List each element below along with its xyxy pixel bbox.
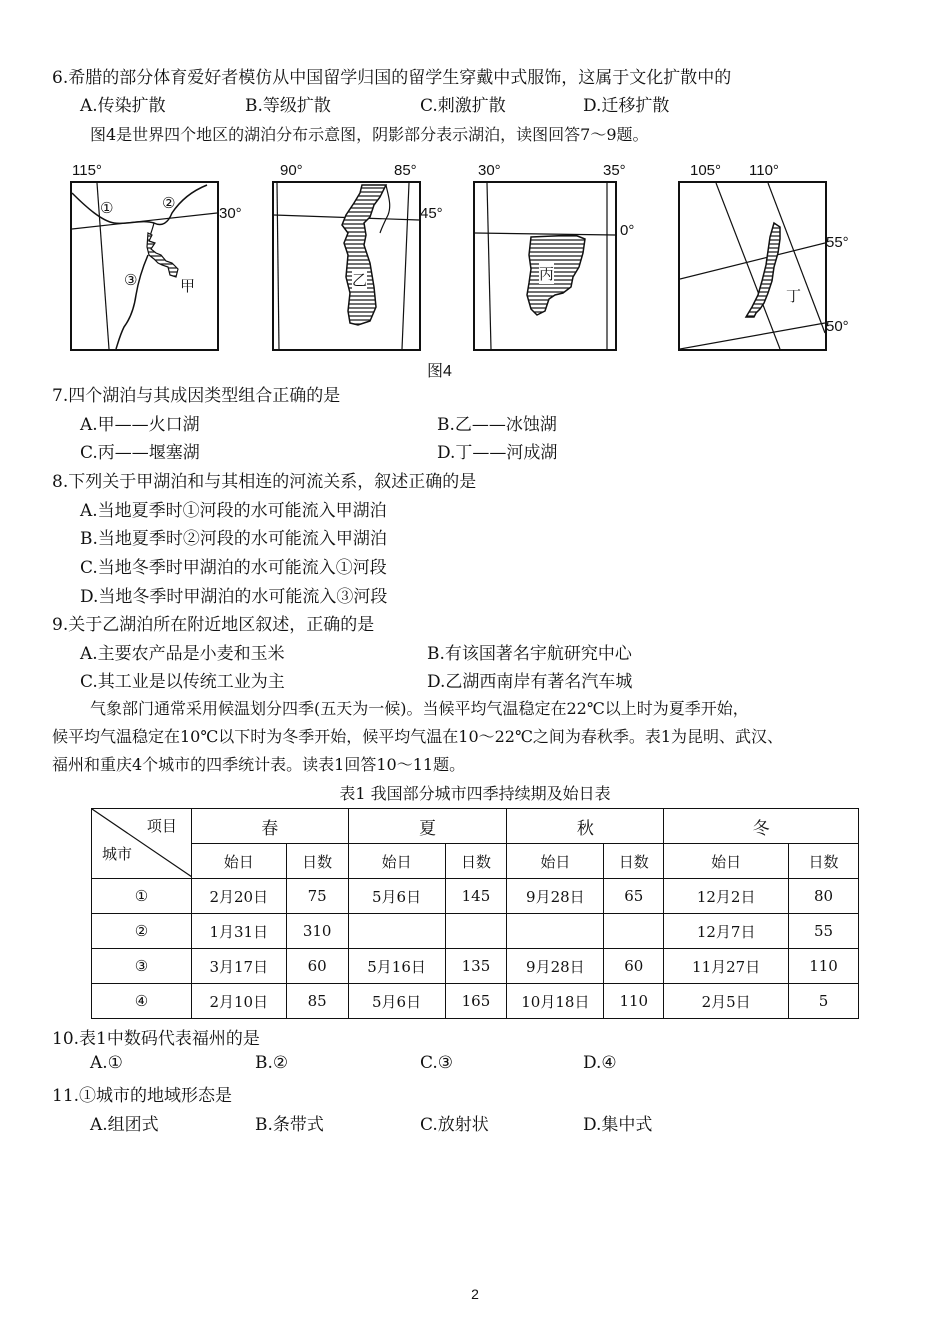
map3-lon-label-2: 35°	[603, 162, 626, 179]
table-cell: 1月31日	[191, 914, 286, 949]
q10-option-b: B.②	[255, 1053, 289, 1073]
q8-stem: 8.下列关于甲湖泊和与其相连的河流关系，叙述正确的是	[52, 472, 477, 492]
map-ding	[678, 181, 827, 351]
q8-option-b: B.当地夏季时②河段的水可能流入甲湖泊	[80, 529, 387, 549]
q9-option-b: B.有该国著名宇航研究中心	[427, 644, 632, 664]
map2-lat-label: 45°	[420, 205, 443, 222]
season-header-winter: 冬	[664, 809, 859, 844]
map-yi	[272, 181, 421, 351]
q9-option-d: D.乙湖西南岸有著名汽车城	[427, 672, 633, 692]
q11-option-d: D.集中式	[583, 1115, 653, 1135]
q10-option-c: C.③	[420, 1053, 454, 1073]
map3-lat-label: 0°	[620, 222, 635, 239]
q11-option-b: B.条带式	[255, 1115, 324, 1135]
map3-lon-label-1: 30°	[478, 162, 501, 179]
table-cell: 5月16日	[348, 949, 445, 984]
season-header-spring: 春	[191, 809, 348, 844]
map4-lat-label-2: 50°	[826, 318, 849, 335]
table-cell: 12月7日	[664, 914, 789, 949]
sub-header-days: 日数	[789, 844, 859, 879]
map-bing	[473, 181, 617, 351]
city-cell: ④	[92, 984, 192, 1019]
table-cell: 2月20日	[191, 879, 286, 914]
q8-option-d: D.当地冬季时甲湖泊的水可能流入③河段	[80, 587, 388, 607]
table-row	[92, 879, 859, 914]
table-cell: 2月10日	[191, 984, 286, 1019]
q9-stem: 9.关于乙湖泊所在附近地区叙述，正确的是	[52, 615, 375, 635]
map4-lat-label-1: 55°	[826, 234, 849, 251]
table-cell: 165	[445, 984, 507, 1019]
q9-option-a: A.主要农产品是小麦和玉米	[80, 644, 285, 664]
page-number: 2	[471, 1286, 479, 1302]
table-cell: 110	[789, 949, 859, 984]
table-cell: 2月5日	[664, 984, 789, 1019]
q10-stem: 10.表1中数码代表福州的是	[52, 1029, 260, 1049]
intro-7-9: 图4是世界四个地区的湖泊分布示意图，阴影部分表示湖泊，读图回答7～9题。	[90, 125, 649, 144]
table-cell: 145	[445, 879, 507, 914]
q6-option-a: A.传染扩散	[80, 96, 166, 116]
table-cell: 55	[789, 914, 859, 949]
table-cell	[604, 914, 664, 949]
q8-option-a: A.当地夏季时①河段的水可能流入甲湖泊	[80, 501, 387, 521]
sub-header-days: 日数	[286, 844, 348, 879]
q10-option-d: D.④	[583, 1053, 617, 1073]
intro-10-11-line-1: 气象部门通常采用候温划分四季(五天为一候)。当候平均气温稳定在22℃以上时为夏季开始，	[90, 699, 749, 718]
corner-bottom-label: 城市	[102, 845, 133, 863]
table-row	[92, 949, 859, 984]
river-label-3: ③	[124, 272, 138, 289]
season-header-summer: 夏	[348, 809, 507, 844]
table-cell: 11月27日	[664, 949, 789, 984]
map-jia	[70, 181, 219, 351]
lake-label-bing: 丙	[539, 263, 554, 284]
lake-label-jia: 甲	[180, 278, 196, 295]
sub-header-start: 始日	[664, 844, 789, 879]
q10-option-a: A.①	[90, 1053, 123, 1073]
q6-option-c: C.刺激扩散	[420, 96, 506, 116]
corner-top-label: 项目	[146, 817, 177, 835]
table-cell: 9月28日	[507, 949, 604, 984]
table-cell: 65	[604, 879, 664, 914]
table-cell: 5月6日	[348, 984, 445, 1019]
q6-option-d: D.迁移扩散	[583, 96, 670, 116]
season-header-autumn: 秋	[507, 809, 664, 844]
q7-option-b: B.乙——冰蚀湖	[437, 415, 557, 435]
lake-label-yi: 乙	[352, 269, 367, 290]
river-label-2: ②	[162, 195, 176, 212]
lake-label-ding: 丁	[786, 285, 801, 306]
table-cell	[445, 914, 507, 949]
table-cell: 135	[445, 949, 507, 984]
table-cell: 85	[286, 984, 348, 1019]
table-cell: 110	[604, 984, 664, 1019]
q7-stem: 7.四个湖泊与其成因类型组合正确的是	[52, 386, 341, 406]
figure4-caption: 图4	[427, 363, 452, 380]
sub-header-days: 日数	[445, 844, 507, 879]
table1-title: 表1 我国部分城市四季持续期及始日表	[339, 784, 611, 803]
city-cell: ①	[92, 879, 192, 914]
sub-header-days: 日数	[604, 844, 664, 879]
table-cell: 80	[789, 879, 859, 914]
sub-header-start: 始日	[507, 844, 604, 879]
map2-lon-label-2: 85°	[394, 162, 417, 179]
map2-lon-label-1: 90°	[280, 162, 303, 179]
table-cell: 9月28日	[507, 879, 604, 914]
table-cell	[507, 914, 604, 949]
city-cell: ②	[92, 914, 192, 949]
q11-option-a: A.组团式	[90, 1115, 159, 1135]
table-row	[92, 984, 859, 1019]
table-cell	[348, 914, 445, 949]
map4-lon-label-1: 105°	[690, 162, 722, 179]
table-corner-cell	[92, 809, 192, 879]
q7-option-a: A.甲——火口湖	[80, 415, 200, 435]
city-cell: ③	[92, 949, 192, 984]
map1-lon-label: 115°	[72, 162, 102, 179]
q6-option-b: B.等级扩散	[245, 96, 331, 116]
q11-option-c: C.放射状	[420, 1115, 489, 1135]
table1	[91, 808, 859, 1019]
table-row	[92, 914, 859, 949]
map1-lat-label: 30°	[219, 205, 242, 222]
table-cell: 5	[789, 984, 859, 1019]
table-cell: 3月17日	[191, 949, 286, 984]
q7-option-d: D.丁——河成湖	[437, 443, 558, 463]
q6-stem: 6.希腊的部分体育爱好者模仿从中国留学归国的留学生穿戴中式服饰，这属于文化扩散中的	[52, 68, 732, 88]
table-cell: 60	[286, 949, 348, 984]
table-cell: 310	[286, 914, 348, 949]
map4-lon-label-2: 110°	[749, 162, 779, 179]
intro-10-11-line-3: 福州和重庆4个城市的四季统计表。读表1回答10～11题。	[52, 755, 466, 774]
table-cell: 5月6日	[348, 879, 445, 914]
table-cell: 10月18日	[507, 984, 604, 1019]
sub-header-start: 始日	[191, 844, 286, 879]
q11-stem: 11.①城市的地域形态是	[52, 1086, 233, 1106]
table-cell: 12月2日	[664, 879, 789, 914]
q8-option-c: C.当地冬季时甲湖泊的水可能流入①河段	[80, 558, 387, 578]
river-label-1: ①	[100, 200, 114, 217]
sub-header-start: 始日	[348, 844, 445, 879]
table-cell: 75	[286, 879, 348, 914]
q9-option-c: C.其工业是以传统工业为主	[80, 672, 285, 692]
q7-option-c: C.丙——堰塞湖	[80, 443, 200, 463]
intro-10-11-line-2: 候平均气温稳定在10℃以下时为冬季开始，候平均气温在10～22℃之间为春秋季。表1为昆明、武汉、	[52, 727, 784, 746]
table-cell: 60	[604, 949, 664, 984]
